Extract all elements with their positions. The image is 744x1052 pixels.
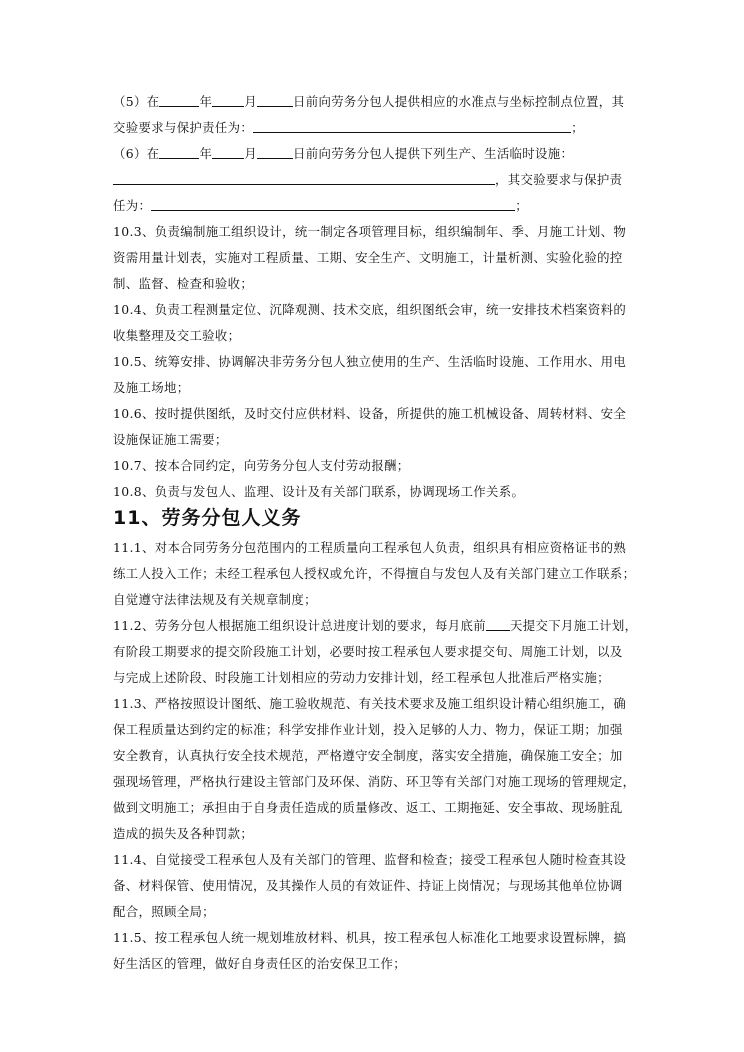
item6-text-g: ； <box>515 198 528 213</box>
item6-line2 <box>113 172 622 188</box>
responsibility-blank[interactable] <box>151 198 515 211</box>
clause-11-4-line: 配合，照顾全局； <box>113 904 215 919</box>
item6-text-c: 月 <box>244 146 257 161</box>
item5-line2 <box>113 120 584 136</box>
clause-11-3-line: 保工程质量达到约定的标准；科学安排作业计划，投入足够的人力、物力，保证工期；加强 <box>113 722 623 737</box>
clause-11-4-line: 备、材料保管、使用情况，及其操作人员的有效证件、持证上岗情况；与现场其他单位协调 <box>113 878 623 893</box>
item5-text-b: 年 <box>199 94 213 109</box>
clause-11-5-line: 好生活区的管理，做好自身责任区的治安保卫工作； <box>113 956 407 971</box>
facilities-blank[interactable] <box>113 172 495 185</box>
year-blank[interactable] <box>159 146 199 159</box>
clause-10-8-line: 10.8、负责与发包人、监理、设计及有关部门联系，协调现场工作关系。 <box>113 484 525 499</box>
item6-text-f: 任为： <box>113 198 152 213</box>
item5-text-a: （5）在 <box>113 94 160 109</box>
item5-text-d: 日前向劳务分包人提供相应的水准点与坐标控制点位置，其 <box>292 94 625 109</box>
month-blank[interactable] <box>212 94 244 107</box>
clause-11-5-line: 11.5、按工程承包人统一规划堆放材料、机具，按工程承包人标准化工地要求设置标牌，搞 <box>113 930 627 945</box>
clause-10-4-line: 收集整理及交工验收； <box>113 328 241 343</box>
item5-line1 <box>113 94 624 110</box>
clause-11-3-line: 11.3、严格按照设计图纸、施工验收规范、有关技术要求及施工组织设计精心组织施工，确 <box>113 696 627 711</box>
day-blank[interactable] <box>257 94 293 107</box>
section-11-heading: 11、劳务分包人义务 <box>113 507 302 529</box>
clause-11-1-line: 11.1、对本合同劳务分包范围内的工程质量向工程承包人负责，组织具有相应资格证书的熟 <box>113 540 627 555</box>
year-blank[interactable] <box>159 94 199 107</box>
clause-11-3-line: 强现场管理，严格执行建设主管部门及环保、消防、环卫等有关部门对施工现场的管理规定， <box>113 774 636 789</box>
clause-11-2-text-a: 11.2、劳务分包人根据施工组织设计总进度计划的要求，每月底前 <box>113 618 486 633</box>
item6-text-e: ，其交验要求与保护责 <box>495 172 623 187</box>
item5-text-c: 月 <box>244 94 257 109</box>
clause-10-6-line: 设施保证施工需要； <box>113 432 228 447</box>
clause-10-6-line: 10.6、按时提供图纸，及时交付应供材料、设备，所提供的施工机械设备、周转材料、安全 <box>113 406 627 421</box>
clause-10-5-line: 及施工场地； <box>113 380 190 395</box>
responsibility-blank[interactable] <box>253 120 571 133</box>
item5-text-e: 交验要求与保护责任为： <box>113 120 254 135</box>
item6-line3 <box>113 198 528 214</box>
clause-11-3-line: 做到文明施工；承担由于自身责任造成的质量修改、返工、工期拖延、安全事故、现场脏乱 <box>113 800 623 815</box>
clause-10-3-line: 制、监督、检查和验收； <box>113 276 254 291</box>
item6-line1 <box>113 146 573 162</box>
clause-11-2-line: 与完成上述阶段、时段施工计划相应的劳动力安排计划，经工程承包人批准后严格实施； <box>113 670 610 685</box>
clause-10-3-line: 资需用量计划表，实施对工程质量、工期、安全生产、文明施工，计量析测、实验化验的控 <box>113 250 623 265</box>
clause-11-4-line: 11.4、自觉接受工程承包人及有关部门的管理、监督和检查；接受工程承包人随时检查其设 <box>113 852 627 867</box>
month-blank[interactable] <box>212 146 244 159</box>
clause-10-3-line: 10.3、负责编制施工组织设计，统一制定各项管理目标，组织编制年、季、月施工计划、物 <box>113 224 627 239</box>
day-blank[interactable] <box>257 146 293 159</box>
clause-11-3-line: 造成的损失及各种罚款； <box>113 826 254 841</box>
item6-text-a: （6）在 <box>113 146 160 161</box>
item5-text-f: ； <box>571 120 584 135</box>
clause-10-4-line: 10.4、负责工程测量定位、沉降观测、技术交底，组织图纸会审，统一安排技术档案资料的 <box>113 302 627 317</box>
clause-11-1-line: 练工人投入工作；未经工程承包人授权或允许，不得擅自与发包人及有关部门建立工作联系； <box>113 566 636 581</box>
clause-11-2-line: 有阶段工期要求的提交阶段施工计划，必要时按工程承包人要求提交旬、周施工计划，以及 <box>113 644 623 659</box>
days-blank[interactable] <box>486 618 510 631</box>
clause-10-7-line: 10.7、按本合同约定，向劳务分包人支付劳动报酬； <box>113 458 410 473</box>
clause-10-5-line: 10.5、统筹安排、协调解决非劳务分包人独立使用的生产、生活临时设施、工作用水、用电 <box>113 354 627 369</box>
item6-text-b: 年 <box>199 146 213 161</box>
clause-11-2-text-b: 天提交下月施工计划， <box>510 618 638 633</box>
clause-11-3-line: 安全教育，认真执行安全技术规范，严格遵守安全制度，落实安全措施，确保施工安全；加 <box>113 748 623 763</box>
item6-text-d: 日前向劳务分包人提供下列生产、生活临时设施： <box>292 146 574 161</box>
clause-11-2-line <box>113 618 637 634</box>
clause-11-1-line: 自觉遵守法律法规及有关规章制度； <box>113 592 317 607</box>
